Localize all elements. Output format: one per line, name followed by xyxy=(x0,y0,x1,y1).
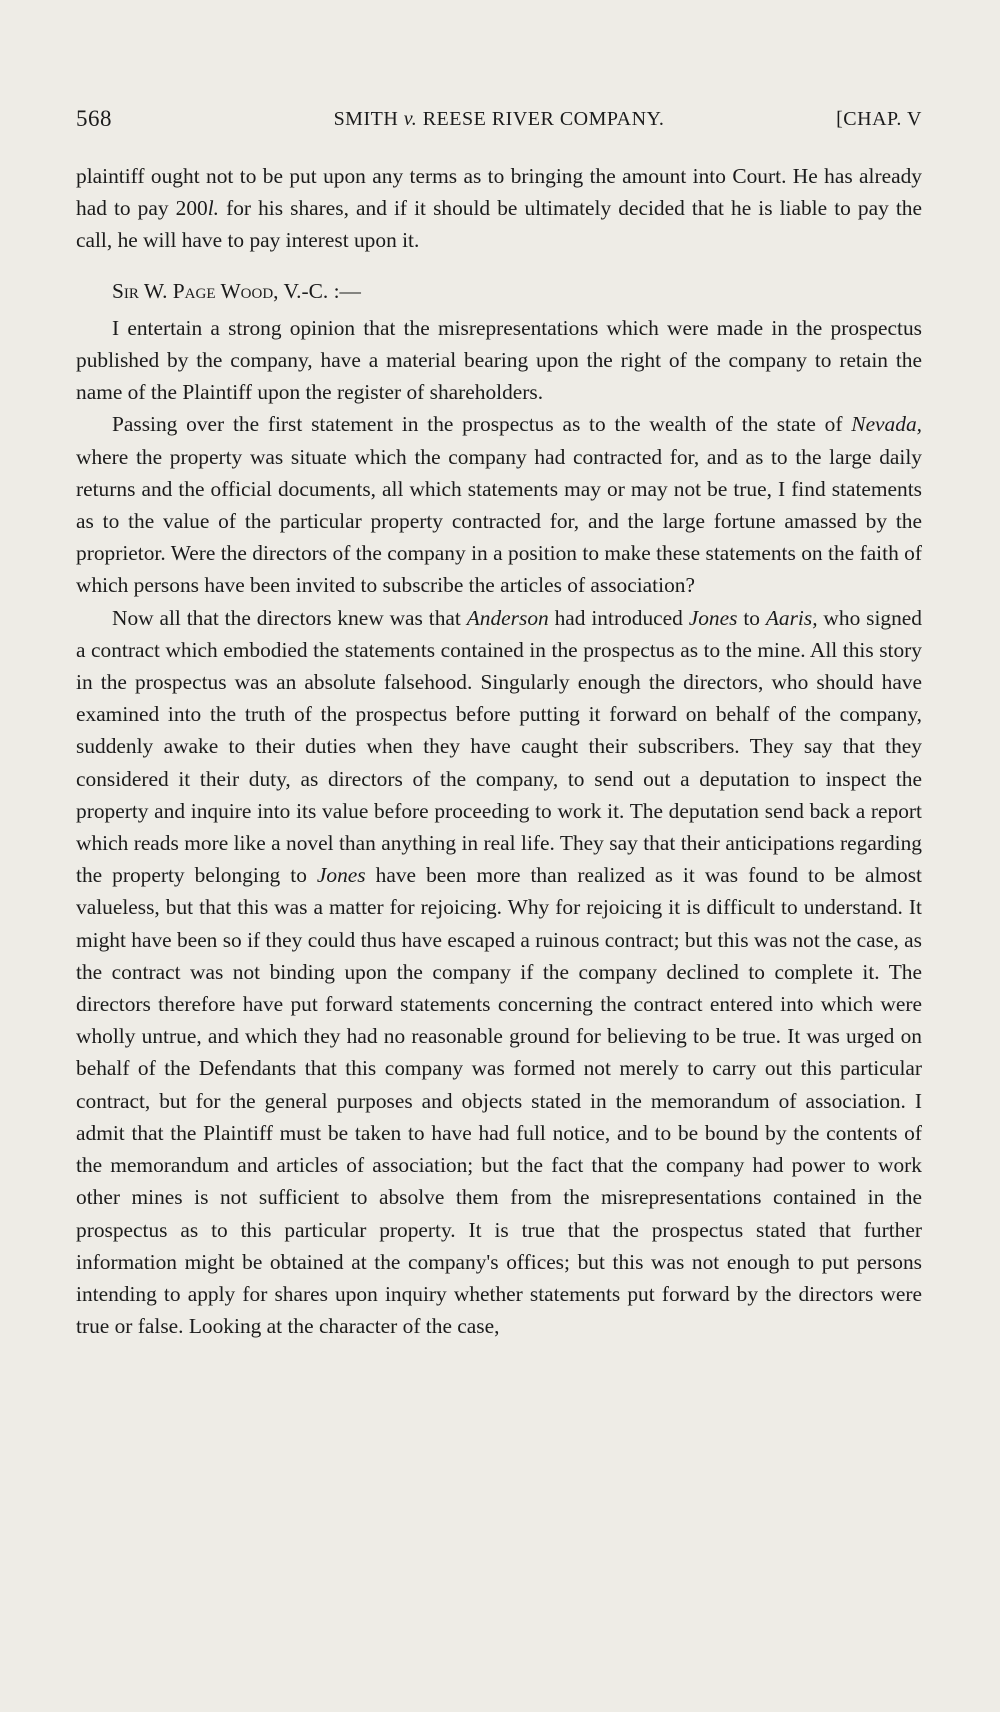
para1-text-a: plaintiff ought not to be put upon any terms as to bringing the amount into Court. He has already had to pay 200 xyxy=(76,164,922,221)
pound-sign: l. xyxy=(207,196,220,221)
paragraph-opinion-3 xyxy=(76,602,922,1343)
person-name-jones: Jones xyxy=(688,605,738,630)
para4-text-a: Now all that the directors knew was that xyxy=(112,605,467,630)
chapter-label: [CHAP. V xyxy=(836,108,922,130)
para4-text-b: had introduced xyxy=(548,605,689,630)
para4-text-e: have been more than realized as it was found to be almost valueless, but that this was a matter for rejoicing. Why for rejoicing it is difficult to understand. It might have been so if they could thus have escaped a ruinous contract; but this was not the case, as the contract was not binding upon the company if the company declined to complete it. The directors therefore have put forward statements concerning the contract entered into which were wholly untrue, and which they had no reasonable ground for believing to be true. It was urged on behalf of the Defendants that this company was formed not merely to carry out this particular contract, but for the general purposes and objects stated in the memorandum of association. I admit that the Plaintiff must be taken to have had full notice, and to be bound by the contents of the memorandum and articles of association; but the fact that the company had power to work other mines is not sufficient to absolve them from the misrepresentations contained in the prospectus as to this particular property. It is true that the prospectus stated that further information might be obtained at the company's offices; but this was not enough to put persons intending to apply for shares upon inquiry whether statements put forward by the directors were true or false. Looking at the character of the case, xyxy=(76,863,922,1339)
place-name-nevada: Nevada, xyxy=(851,412,922,437)
running-title-plaintiff: SMITH xyxy=(333,108,404,130)
person-name-anderson: Anderson xyxy=(466,605,549,630)
para4-text-c: to xyxy=(737,605,766,630)
para3-text-b: where the property was situate which the company had contracted for, and as to the large daily returns and the official documents, all which statements may or may not be true, I find statements as to the value of the particular property contracted for, and the large fortune amassed by the proprietor. Were the directors of the company in a position to make these statements on the faith of which persons have been invited to subscribe the articles of association? xyxy=(76,444,922,598)
person-name-aaris: Aaris, xyxy=(765,605,818,630)
para4-text-d: who signed a contract which embodied the statements contained in the prospectus as to the mine. All this story in the prospectus was an absolute falsehood. Singularly enough the directors, who should have examined into the truth of the prospectus before putting it forward on behalf of the company, suddenly awake to their duties when they have caught their subscribers. They say that they considered it their duty, as directors of the company, to send out a deputation to inspect the property and inquire into its value before proceeding to work it. The deputation send back a report which reads more like a novel than anything in real life. They say that their anticipations regarding the property belonging to xyxy=(76,605,922,888)
para3-text-a: Passing over the first statement in the prospectus as to the wealth of the state of xyxy=(112,412,852,437)
page-body xyxy=(76,160,922,1342)
paragraph-continued xyxy=(76,160,922,257)
person-name-jones: Jones xyxy=(316,863,366,888)
paragraph-opinion-2 xyxy=(76,408,922,601)
running-title-defendant: REESE RIVER COMPANY. xyxy=(417,108,665,130)
running-title-versus: v. xyxy=(403,108,418,130)
running-title xyxy=(76,108,922,131)
para1-text-b: for his shares, and if it should be ultimately decided that he is liable to pay the call, he will have to pay interest upon it. xyxy=(76,196,922,253)
running-head xyxy=(76,106,922,136)
paragraph-opinion-1: I entertain a strong opinion that the misrepresentations which were made in the prospectus published by the company, have a material bearing upon the right of the company to retain the name of the Plaintiff upon the register of shareholders. xyxy=(76,315,922,405)
judge-heading: Sir W. Page Wood, V.-C. :— xyxy=(112,278,361,303)
page-number: 568 xyxy=(76,106,112,131)
